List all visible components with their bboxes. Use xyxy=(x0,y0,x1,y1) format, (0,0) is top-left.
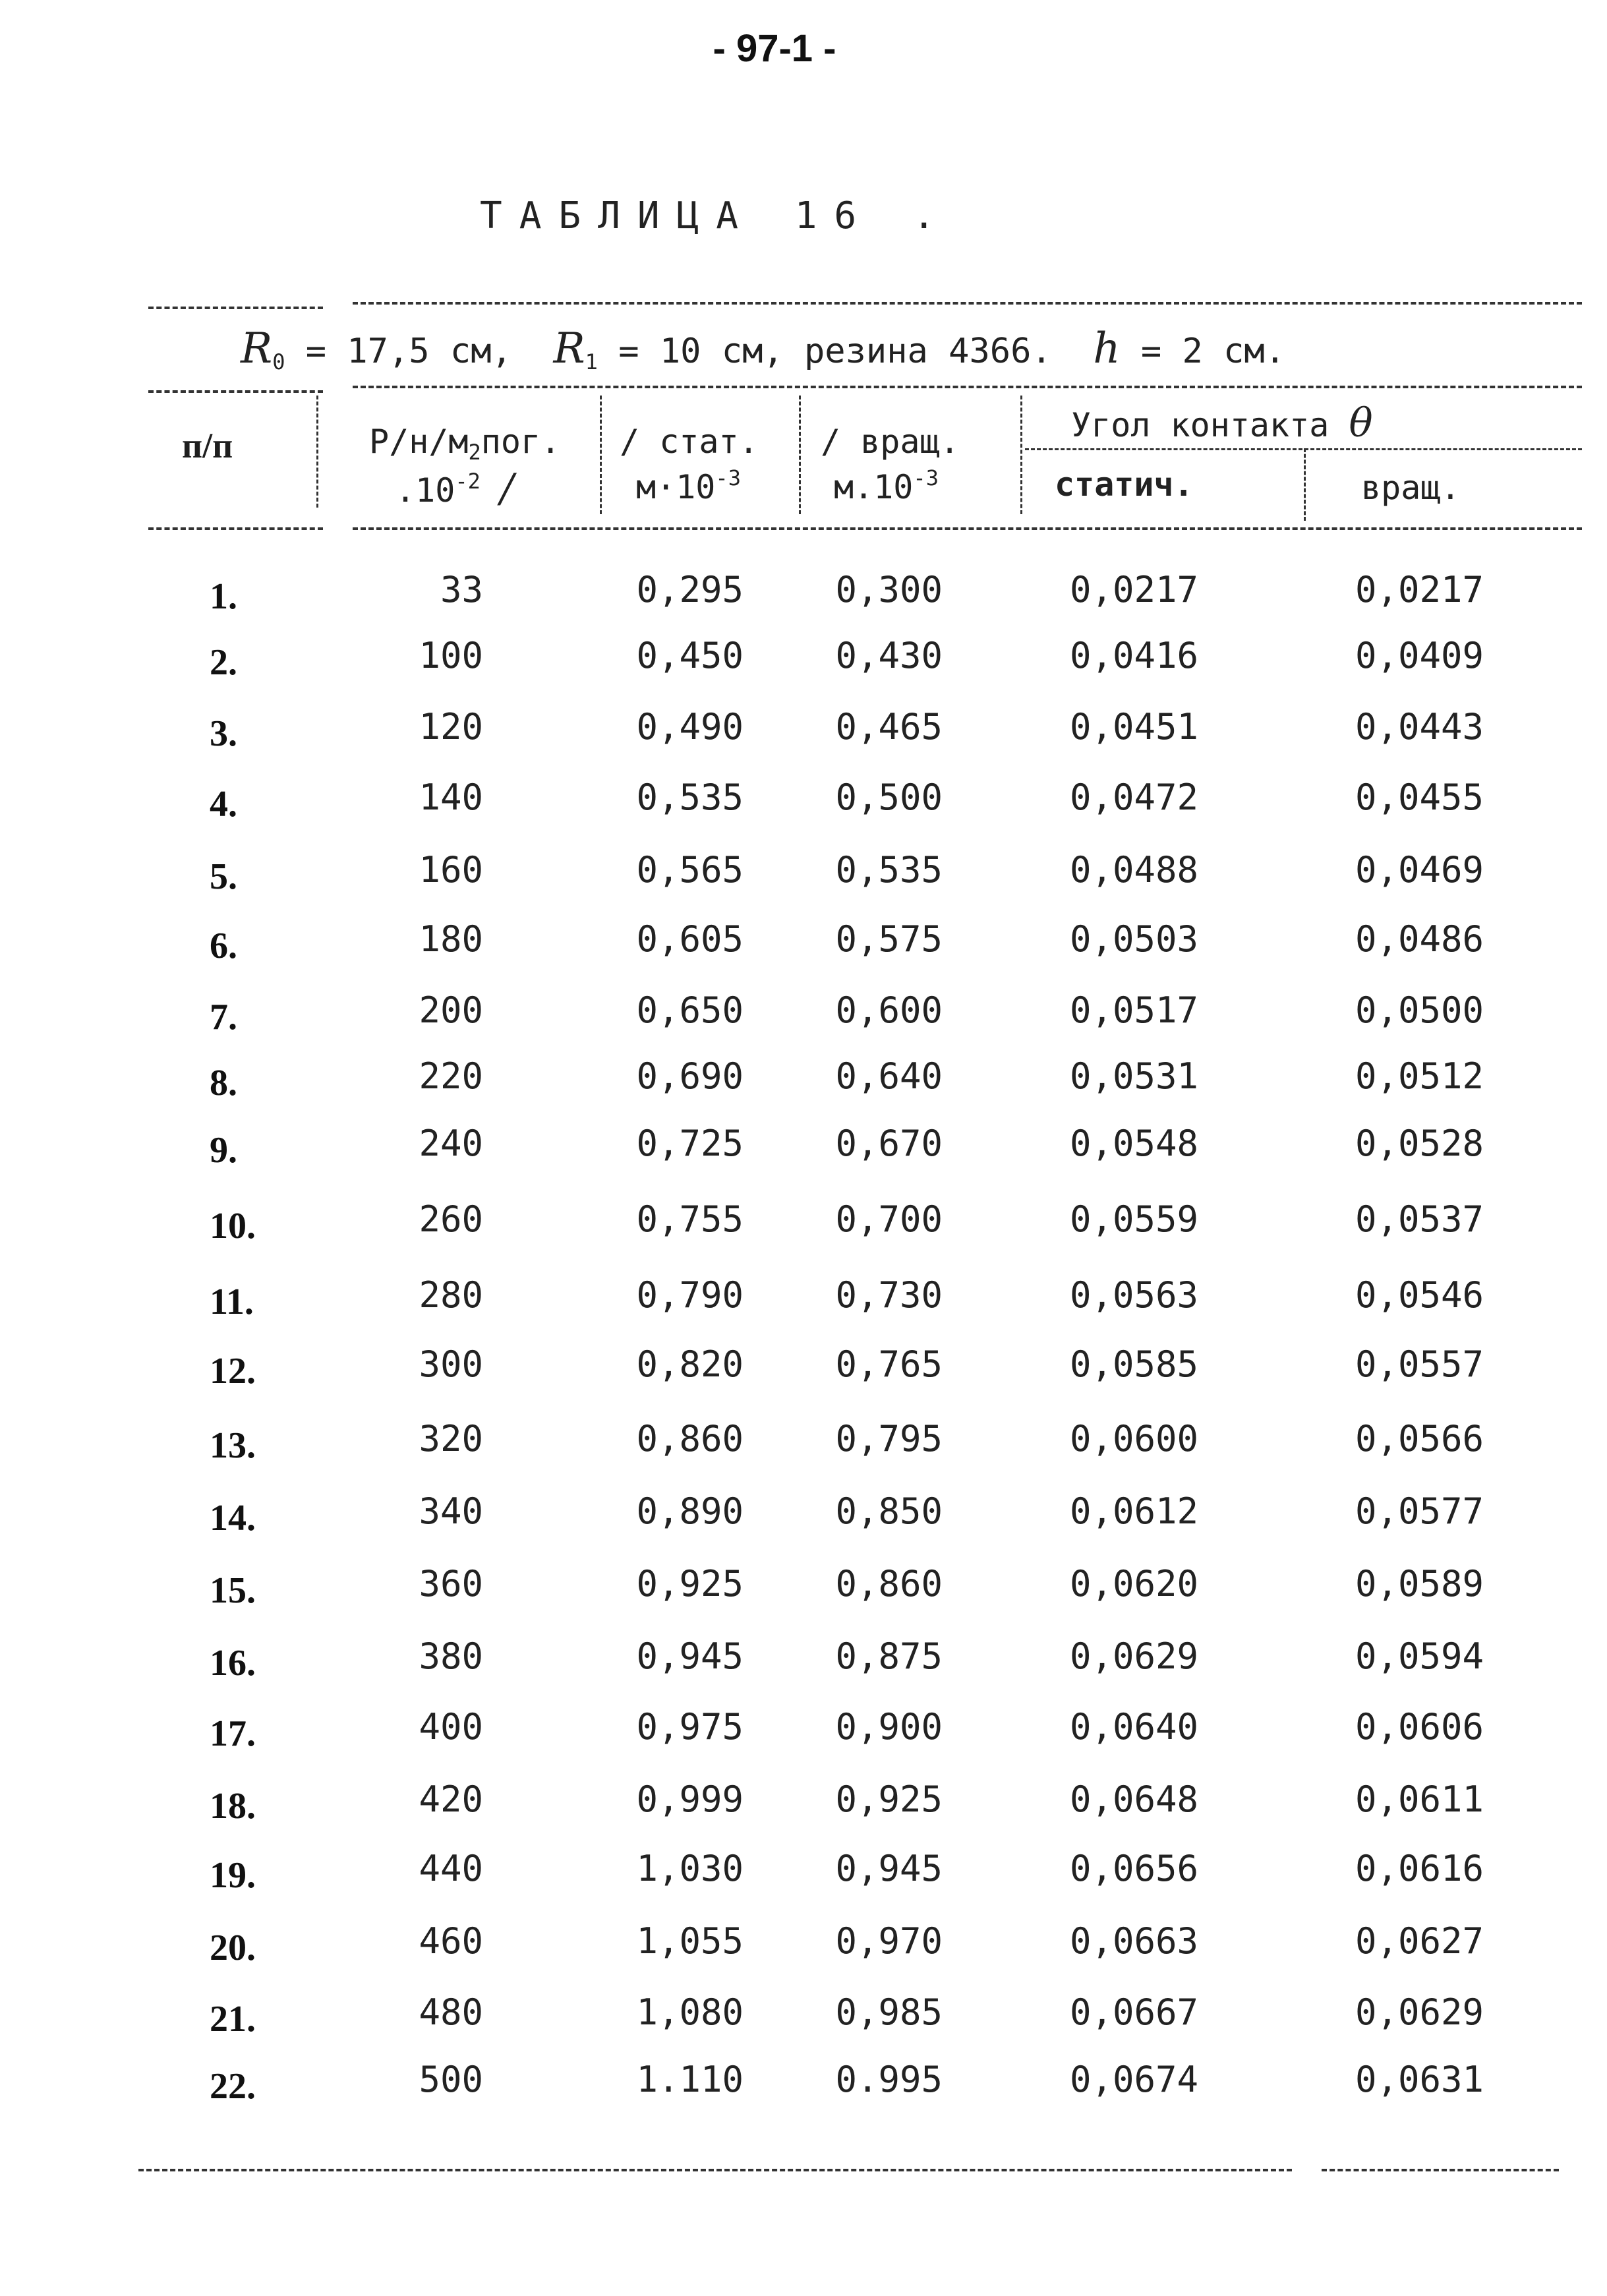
h-value: = 2 см. xyxy=(1140,332,1285,371)
row-rot-deflection: 0,850 xyxy=(835,1490,943,1532)
table-row xyxy=(0,1846,1607,1918)
row-angle-static: 0,0667 xyxy=(1070,1991,1199,2033)
row-angle-rotating: 0,0594 xyxy=(1355,1635,1484,1677)
top-rule-left xyxy=(148,307,323,309)
row-load: 220 xyxy=(419,1055,483,1097)
table-row xyxy=(0,2057,1607,2129)
row-angle-static: 0,0217 xyxy=(1070,569,1199,610)
row-angle-static: 0,0488 xyxy=(1070,849,1199,891)
table-row xyxy=(0,1918,1607,1991)
header-rot-text: / вращ. xyxy=(821,423,960,461)
header-stat-unit: м·10 xyxy=(636,468,716,506)
header-bottom-rule-right xyxy=(353,527,1582,530)
header-angle-rot: вращ. xyxy=(1361,469,1461,507)
row-stat-deflection: 0,690 xyxy=(636,1055,744,1097)
header-stat-line1 xyxy=(620,422,759,461)
row-load: 280 xyxy=(419,1274,483,1316)
row-number: 10. xyxy=(210,1206,256,1247)
r1-subscript: 1 xyxy=(585,349,598,374)
row-number: 7. xyxy=(210,997,237,1038)
row-angle-static: 0,0656 xyxy=(1070,1848,1199,1889)
row-number: 4. xyxy=(210,784,237,825)
row-angle-rotating: 0,0629 xyxy=(1355,1991,1484,2033)
r1-symbol: R xyxy=(553,324,585,373)
row-stat-deflection: 0,999 xyxy=(636,1779,744,1820)
row-angle-rotating: 0,0577 xyxy=(1355,1490,1484,1532)
header-separator-2 xyxy=(600,396,602,514)
row-angle-rotating: 0,0611 xyxy=(1355,1779,1484,1820)
row-angle-rotating: 0,0500 xyxy=(1355,989,1484,1031)
row-rot-deflection: 0,765 xyxy=(835,1343,943,1385)
table-row xyxy=(0,1704,1607,1777)
header-rot-unit: м.10 xyxy=(834,468,914,506)
row-stat-deflection: 0,890 xyxy=(636,1490,744,1532)
row-rot-deflection: 0,670 xyxy=(835,1123,943,1164)
row-rot-deflection: 0,985 xyxy=(835,1991,943,2033)
row-number: 11. xyxy=(210,1281,254,1322)
row-angle-static: 0,0517 xyxy=(1070,989,1199,1031)
row-angle-static: 0,0674 xyxy=(1070,2059,1199,2100)
row-load: 420 xyxy=(419,1779,483,1820)
row-angle-static: 0,0640 xyxy=(1070,1706,1199,1748)
table-row xyxy=(0,1053,1607,1126)
row-load: 480 xyxy=(419,1991,483,2033)
row-rot-deflection: 0,300 xyxy=(835,569,943,610)
row-load: 200 xyxy=(419,989,483,1031)
h-symbol: h xyxy=(1093,324,1121,373)
row-rot-deflection: 0,875 xyxy=(835,1635,943,1677)
table-row xyxy=(0,847,1607,920)
header-top-rule-right xyxy=(353,386,1582,388)
row-rot-deflection: 0,970 xyxy=(835,1920,943,1962)
table-row xyxy=(0,916,1607,989)
r0-value: = 17,5 см, xyxy=(305,332,512,371)
row-number: 9. xyxy=(210,1130,237,1171)
header-angle-group xyxy=(1071,400,1373,446)
row-load: 460 xyxy=(419,1920,483,1962)
r1-value: = 10 см, xyxy=(618,332,784,371)
row-stat-deflection: 0,535 xyxy=(636,777,744,818)
row-stat-deflection: 0,860 xyxy=(636,1418,744,1459)
row-stat-deflection: 0,565 xyxy=(636,849,744,891)
row-rot-deflection: 0,465 xyxy=(835,706,943,748)
table-row xyxy=(0,1989,1607,2062)
header-stat-text: / стат. xyxy=(620,423,759,461)
row-rot-deflection: 0,600 xyxy=(835,989,943,1031)
row-rot-deflection: 0,535 xyxy=(835,849,943,891)
row-load: 240 xyxy=(419,1123,483,1164)
header-load-end: пог. xyxy=(481,423,561,461)
row-rot-deflection: 0,795 xyxy=(835,1418,943,1459)
row-angle-rotating: 0,0217 xyxy=(1355,569,1484,610)
row-rot-deflection: 0,925 xyxy=(835,1779,943,1820)
row-number: 20. xyxy=(210,1928,256,1968)
header-rot-exp: -3 xyxy=(913,465,939,490)
row-number: 22. xyxy=(210,2066,256,2107)
row-angle-static: 0,0585 xyxy=(1070,1343,1199,1385)
row-angle-rotating: 0,0627 xyxy=(1355,1920,1484,1962)
row-angle-static: 0,0648 xyxy=(1070,1779,1199,1820)
row-number: 13. xyxy=(210,1425,256,1466)
row-angle-static: 0,0559 xyxy=(1070,1198,1199,1240)
header-separator-1 xyxy=(316,396,318,508)
row-number: 21. xyxy=(210,1999,256,2040)
row-stat-deflection: 1.110 xyxy=(636,2059,744,2100)
row-angle-static: 0,0503 xyxy=(1070,918,1199,960)
row-load: 500 xyxy=(419,2059,483,2100)
row-stat-deflection: 0,975 xyxy=(636,1706,744,1748)
row-angle-rotating: 0,0469 xyxy=(1355,849,1484,891)
row-stat-deflection: 0,450 xyxy=(636,635,744,676)
row-angle-static: 0,0472 xyxy=(1070,777,1199,818)
table-row xyxy=(0,1341,1607,1414)
row-angle-static: 0,0563 xyxy=(1070,1274,1199,1316)
row-stat-deflection: 0,725 xyxy=(636,1123,744,1164)
header-rot-line1 xyxy=(821,422,960,461)
row-angle-rotating: 0,0546 xyxy=(1355,1274,1484,1316)
header-rot-line2 xyxy=(834,458,939,507)
header-load-exp: -2 xyxy=(455,469,481,494)
row-rot-deflection: 0,500 xyxy=(835,777,943,818)
row-angle-static: 0,0600 xyxy=(1070,1418,1199,1459)
row-number: 6. xyxy=(210,926,237,966)
row-angle-rotating: 0,0512 xyxy=(1355,1055,1484,1097)
row-angle-static: 0,0548 xyxy=(1070,1123,1199,1164)
table-row xyxy=(0,1196,1607,1269)
table-row xyxy=(0,775,1607,847)
row-angle-rotating: 0,0589 xyxy=(1355,1563,1484,1604)
table-row xyxy=(0,1488,1607,1561)
row-angle-rotating: 0,0455 xyxy=(1355,777,1484,818)
table-row xyxy=(0,704,1607,777)
row-number: 19. xyxy=(210,1855,256,1896)
row-stat-deflection: 0,945 xyxy=(636,1635,744,1677)
row-number: 18. xyxy=(210,1786,256,1827)
row-rot-deflection: 0,730 xyxy=(835,1274,943,1316)
bottom-rule-left xyxy=(138,2169,1292,2171)
rubber-grade: резина 4366. xyxy=(804,332,1052,371)
row-load: 440 xyxy=(419,1848,483,1889)
row-rot-deflection: 0.995 xyxy=(835,2059,943,2100)
header-top-rule-left xyxy=(148,390,323,393)
row-angle-rotating: 0,0486 xyxy=(1355,918,1484,960)
row-angle-static: 0,0531 xyxy=(1070,1055,1199,1097)
row-angle-rotating: 0,0616 xyxy=(1355,1848,1484,1889)
header-separator-4 xyxy=(1020,396,1022,514)
row-number: 8. xyxy=(210,1063,237,1104)
header-load-line2 xyxy=(395,461,513,510)
header-stat-line2 xyxy=(636,458,741,507)
row-load: 360 xyxy=(419,1563,483,1604)
row-stat-deflection: 0,755 xyxy=(636,1198,744,1240)
row-load: 380 xyxy=(419,1635,483,1677)
header-angle-symbol: θ xyxy=(1349,400,1373,446)
r0-subscript: 0 xyxy=(272,349,285,374)
row-stat-deflection: 0,295 xyxy=(636,569,744,610)
table-row xyxy=(0,1561,1607,1634)
row-stat-deflection: 1,030 xyxy=(636,1848,744,1889)
table-row xyxy=(0,633,1607,705)
row-rot-deflection: 0,575 xyxy=(835,918,943,960)
table-row xyxy=(0,1272,1607,1345)
top-rule-right xyxy=(353,302,1582,305)
header-load-scale: .10 xyxy=(395,471,455,510)
row-number: 3. xyxy=(210,713,237,754)
row-rot-deflection: 0,700 xyxy=(835,1198,943,1240)
header-load-sub: 2 xyxy=(468,440,481,465)
row-stat-deflection: 0,820 xyxy=(636,1343,744,1385)
header-load-text: P/н/м xyxy=(369,423,469,461)
row-rot-deflection: 0,945 xyxy=(835,1848,943,1889)
row-stat-deflection: 1,080 xyxy=(636,1991,744,2033)
row-angle-static: 0,0612 xyxy=(1070,1490,1199,1532)
row-load: 140 xyxy=(419,777,483,818)
row-angle-rotating: 0,0528 xyxy=(1355,1123,1484,1164)
row-load: 120 xyxy=(419,706,483,748)
row-number: 17. xyxy=(210,1713,256,1754)
row-angle-rotating: 0,0566 xyxy=(1355,1418,1484,1459)
header-bottom-rule-left xyxy=(148,527,323,530)
header-separator-5 xyxy=(1304,448,1306,521)
row-angle-rotating: 0,0557 xyxy=(1355,1343,1484,1385)
row-rot-deflection: 0,860 xyxy=(835,1563,943,1604)
table-row xyxy=(0,987,1607,1060)
row-angle-static: 0,0663 xyxy=(1070,1920,1199,1962)
row-angle-rotating: 0,0537 xyxy=(1355,1198,1484,1240)
row-angle-static: 0,0629 xyxy=(1070,1635,1199,1677)
page-number: - 97-1 - xyxy=(713,27,836,70)
table-title: ТАБЛИЦА 16 . xyxy=(480,194,952,237)
row-load: 160 xyxy=(419,849,483,891)
row-load: 180 xyxy=(419,918,483,960)
row-angle-rotating: 0,0606 xyxy=(1355,1706,1484,1748)
row-stat-deflection: 0,605 xyxy=(636,918,744,960)
row-load: 300 xyxy=(419,1343,483,1385)
row-stat-deflection: 1,055 xyxy=(636,1920,744,1962)
row-number: 15. xyxy=(210,1570,256,1611)
row-angle-rotating: 0,0631 xyxy=(1355,2059,1484,2100)
header-separator-3 xyxy=(799,396,801,514)
row-stat-deflection: 0,925 xyxy=(636,1563,744,1604)
row-load: 33 xyxy=(440,569,483,610)
row-load: 320 xyxy=(419,1418,483,1459)
row-rot-deflection: 0,430 xyxy=(835,635,943,676)
row-number: 1. xyxy=(210,576,237,617)
row-load: 400 xyxy=(419,1706,483,1748)
table-row xyxy=(0,1121,1607,1193)
row-angle-rotating: 0,0443 xyxy=(1355,706,1484,748)
header-stat-exp: -3 xyxy=(715,465,741,490)
row-number: 12. xyxy=(210,1351,256,1392)
row-rot-deflection: 0,900 xyxy=(835,1706,943,1748)
table-row xyxy=(0,1777,1607,1849)
row-angle-static: 0,0416 xyxy=(1070,635,1199,676)
table-parameters xyxy=(241,324,1285,374)
row-stat-deflection: 0,490 xyxy=(636,706,744,748)
table-row xyxy=(0,1634,1607,1706)
row-stat-deflection: 0,650 xyxy=(636,989,744,1031)
header-angle-static: статич. xyxy=(1055,465,1194,504)
row-angle-rotating: 0,0409 xyxy=(1355,635,1484,676)
r0-symbol: R xyxy=(241,324,273,373)
row-angle-static: 0,0451 xyxy=(1070,706,1199,748)
row-load: 260 xyxy=(419,1198,483,1240)
row-number: 16. xyxy=(210,1643,256,1684)
bottom-rule-right xyxy=(1322,2169,1559,2171)
row-number: 5. xyxy=(210,856,237,897)
row-stat-deflection: 0,790 xyxy=(636,1274,744,1316)
row-number: 14. xyxy=(210,1498,256,1539)
header-load-slash: / xyxy=(500,465,514,512)
row-number: 2. xyxy=(210,642,237,683)
row-rot-deflection: 0,640 xyxy=(835,1055,943,1097)
header-num: п/п xyxy=(182,426,233,465)
row-angle-static: 0,0620 xyxy=(1070,1563,1199,1604)
row-load: 100 xyxy=(419,635,483,676)
table-row xyxy=(0,1416,1607,1488)
table-row xyxy=(0,567,1607,639)
row-load: 340 xyxy=(419,1490,483,1532)
header-angle-text: Угол контакта xyxy=(1071,406,1329,444)
